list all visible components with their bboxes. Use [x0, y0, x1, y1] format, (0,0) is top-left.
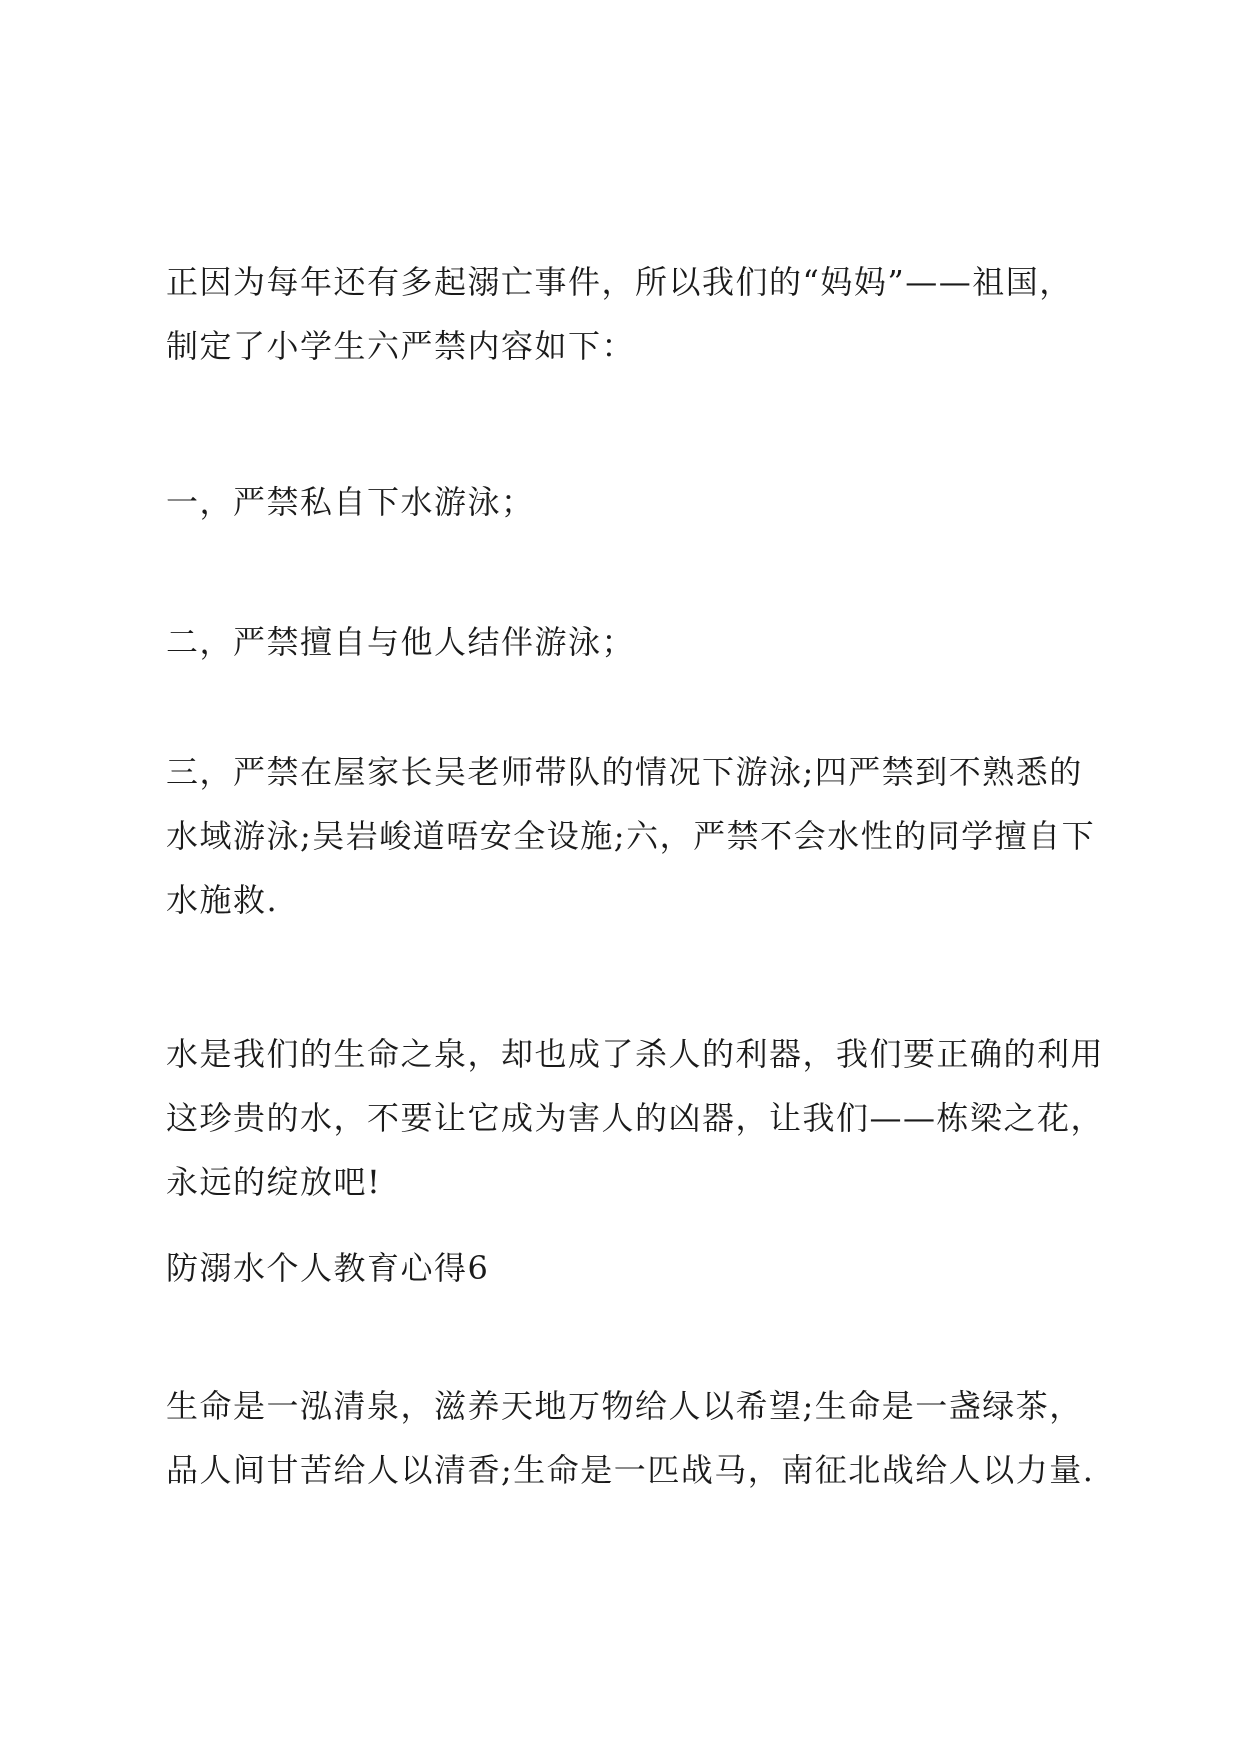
- paragraph-rule-2: [166, 610, 1106, 674]
- paragraph-drowning-incidents: [166, 250, 1106, 378]
- section-title: 防溺水个人教育心得6: [166, 1249, 490, 1287]
- text-line: 制定了小学生六严禁内容如下：: [166, 327, 636, 365]
- text-line: 这珍贵的水，不要让它成为害人的凶器，让我们——栋梁之花，: [166, 1099, 1105, 1137]
- text-line: 永远的绽放吧!: [166, 1163, 382, 1201]
- text-line: 品人间甘苦给人以清香;生命是一匹战马，南征北战给人以力量.: [166, 1451, 1095, 1489]
- text-line: 水施救.: [166, 881, 279, 919]
- paragraph-water-source: [166, 1022, 1106, 1214]
- section-heading: [166, 1236, 1106, 1300]
- text-line: 生命是一泓清泉，滋养天地万物给人以希望;生命是一盏绿茶，: [166, 1387, 1083, 1425]
- text-line: 一，严禁私自下水游泳；: [166, 483, 535, 521]
- paragraph-rule-1: [166, 470, 1106, 534]
- text-line: 三，严禁在屋家长吴老师带队的情况下游泳;四严禁到不熟悉的: [166, 753, 1083, 791]
- paragraph-life-metaphors: [166, 1374, 1106, 1502]
- paragraph-rules-3-6: [166, 740, 1106, 932]
- text-line: 二，严禁擅自与他人结伴游泳；: [166, 623, 636, 661]
- text-line: 水域游泳;吴岩峻道唔安全设施;六，严禁不会水性的同学擅自下: [166, 817, 1096, 855]
- text-line: 水是我们的生命之泉，却也成了杀人的利器，我们要正确的利用: [166, 1035, 1105, 1073]
- text-line: 正因为每年还有多起溺亡事件，所以我们的“妈妈”——祖国，: [166, 263, 1073, 301]
